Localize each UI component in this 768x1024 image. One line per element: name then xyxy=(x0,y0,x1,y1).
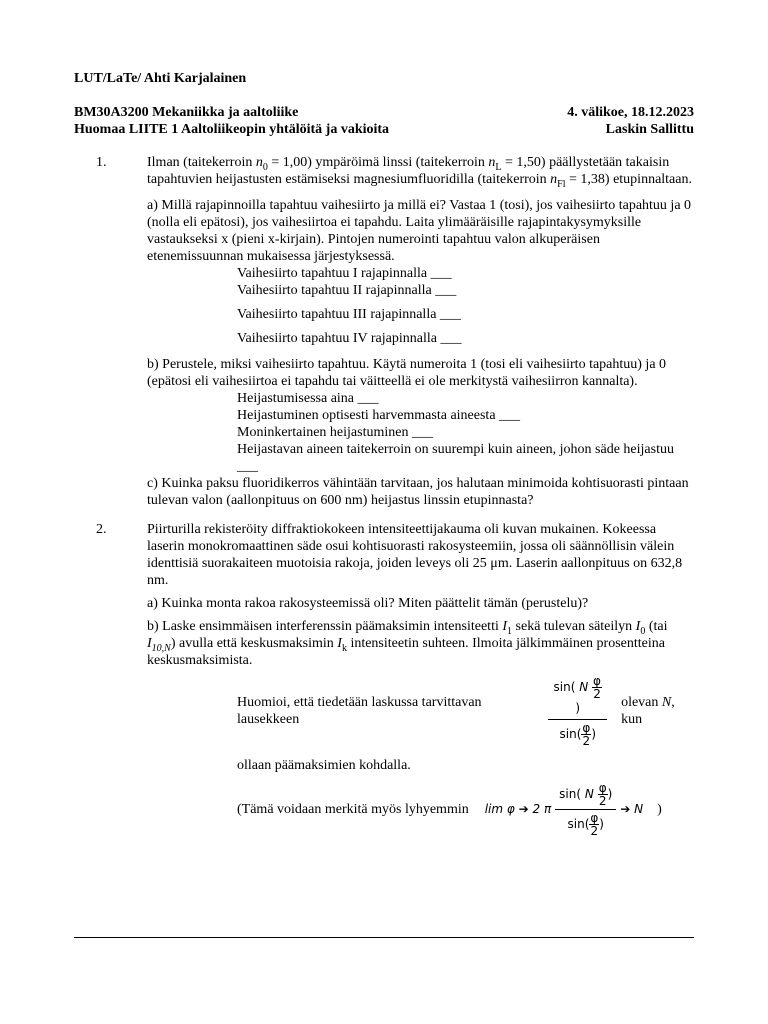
short-note-text: (Tämä voidaan merkitä myös lyhyemmin xyxy=(237,802,469,817)
closing-paren: ) xyxy=(657,802,662,817)
answer-line: Vaihesiirto tapahtuu III rajapinnalla ___ xyxy=(237,307,461,322)
course-title: BM30A3200 Mekaniikka ja aaltoliike xyxy=(74,105,299,120)
answer-line: Vaihesiirto tapahtuu IV rajapinnalla ___ xyxy=(237,331,462,346)
short-formula-note xyxy=(164,782,696,837)
limit-result: ➔ N xyxy=(620,802,644,816)
note-text: Huomioi, että tiedetään laskussa tarvittavan lausekkeen xyxy=(237,695,482,727)
exam-date: 4. välikoe, 18.12.2023 xyxy=(567,105,694,120)
question-number: 2. xyxy=(96,522,107,537)
author-line xyxy=(74,70,694,87)
q2-intro: Piirturilla rekisteröity diffraktiokokeen intensiteettijakauma oli kuvan mukainen. Kokeessa laserin monokromaattinen säde osui kohtisuorasti rakosysteemiin, jossa oli säännöllisin välein identtisiä suorakaiteen muotoisia rakoja, joiden leveys oli 25 μm. Laserin aallonpituus on 632,8 nm. xyxy=(147,522,683,588)
formula-note xyxy=(164,675,696,747)
note-continuation: ollaan päämaksimien kohdalla. xyxy=(237,758,411,773)
q1-b-answers xyxy=(237,390,696,475)
answer-line: Heijastuminen optisesti harvemmasta aineesta ___ xyxy=(237,408,521,423)
q1-part-c: c) Kuinka paksu fluoridikerros vähintään tarvitaan, jos halutaan minimoida kohtisuorasti pintaan tulevan valon (aallonpituus on 600 nm) heijastus linssin etupinnasta? xyxy=(147,476,689,508)
footer-divider xyxy=(74,937,694,938)
q1-part-a: a) Millä rajapinnoilla tapahtuu vaihesiirto ja millä ei? Vastaa 1 (tosi), jos vaihesiirto tapahtuu ja 0 (nolla eli epätosi), jos vaihesiirtoa ei tapahdu. Laita ylimääräisille rajapintakysymyksille vastaukseksi x (pieni x-kirjain). Pintojen numerointi tapahtuu valon alkuperäisen etenemissuunnan mukaisessa järjestyksessä. xyxy=(147,198,692,264)
note-text-end: olevan N, kun xyxy=(621,695,675,727)
course-header xyxy=(74,104,694,138)
short-sin-ratio-formula: sin( N $\frac{\varphi}{2}$ ) sin( $\frac{\varphi}{2}$ ) xyxy=(555,782,616,837)
calculator-note: Laskin Sallittu xyxy=(605,122,694,137)
sin-ratio-formula: sin( N $\frac{\varphi}{2}$ ) sin( $\frac{\varphi}{2}$ ) xyxy=(548,675,607,747)
answer-line: Moninkertainen heijastuminen ___ xyxy=(237,425,433,440)
question-number: 1. xyxy=(96,155,107,170)
answer-line: Vaihesiirto tapahtuu I rajapinnalla ___ xyxy=(237,266,452,281)
appendix-note: Huomaa LIITE 1 Aaltoliikeopin yhtälöitä ja vakioita xyxy=(74,122,390,137)
q1-intro: Ilman (taitekerroin $n_0 = 1,00$) ympäröimä linssi (taitekerroin $n_L = 1,50$) päällystetään takaisin tapahtuvien heijastusten estämiseksi magnesiumfluoridilla (taitekerroin $n_{Fl} = 1,38$) etupinnaltaan. xyxy=(147,155,692,190)
lim-expression: lim φ ➔ 2 π xyxy=(484,802,552,816)
author: LUT/LaTe/ Ahti Karjalainen xyxy=(74,71,247,86)
q2-part-b: b) Laske ensimmäisen interferenssin päämaksimin intensiteetti $I_1$ sekä tulevan säteilyn $I_0$ (tai $I_{10,N}$) avulla että keskusmaksimin $I_k$ intensiteetin suhteen. Ilmoita jälkimmäinen prosentteina keskusmaksimista. xyxy=(147,619,668,668)
answer-line: Heijastumisessa aina ___ xyxy=(237,391,379,406)
q1-part-b: b) Perustele, miksi vaihesiirto tapahtuu. Käytä numeroita 1 (tosi eli vaihesiirto tapahtuu) ja 0 (epätosi eli vaihesiirtoa ei tapahdu tai väitteellä ei ole merkitystä vaihesiirron kannalta). xyxy=(147,357,667,389)
q2-part-a: a) Kuinka monta rakoa rakosysteemissä oli? Miten päättelit tämän (perustelu)? xyxy=(147,596,589,611)
answer-line: Vaihesiirto tapahtuu II rajapinnalla ___ xyxy=(237,283,457,298)
q1-a-answers xyxy=(237,265,696,347)
answer-line: Heijastavan aineen taitekerroin on suurempi kuin aineen, johon säde heijastuu ___ xyxy=(237,442,674,474)
question-1 xyxy=(74,154,696,509)
question-2 xyxy=(74,521,696,837)
